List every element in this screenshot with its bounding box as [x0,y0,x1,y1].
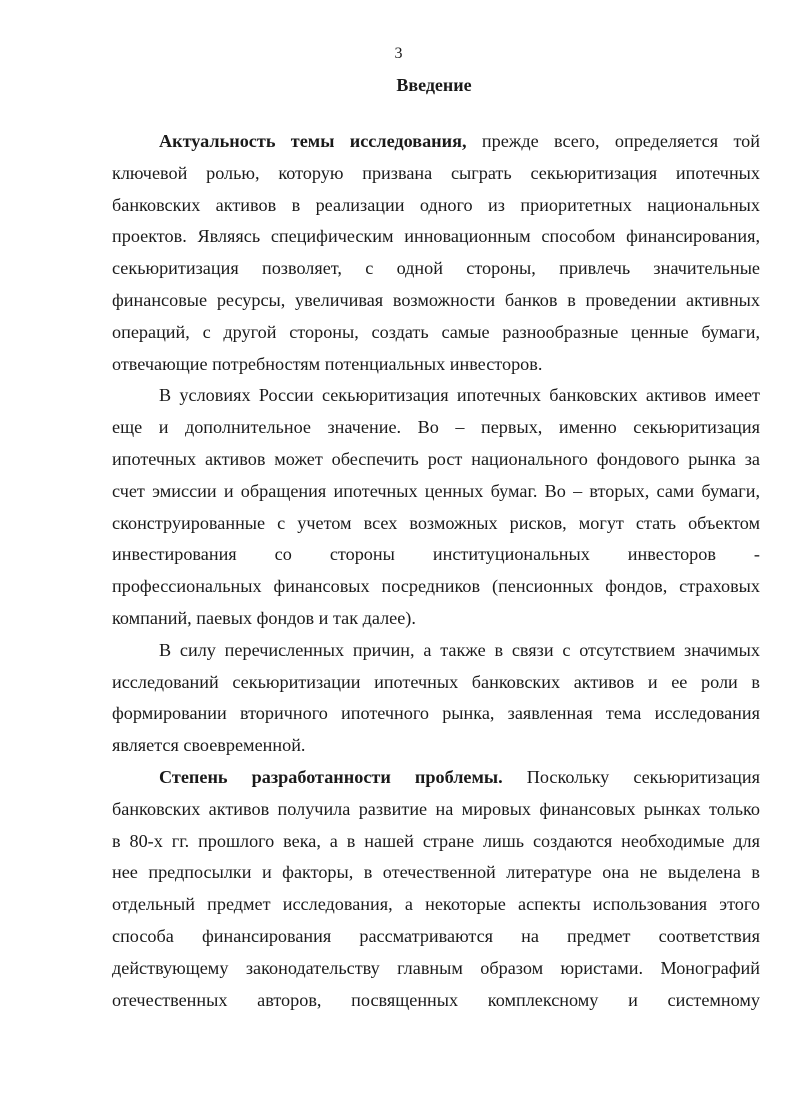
line-text: действующему законодательству главным образом юристами. Монографий [112,957,760,978]
line-text: формировании вторичного ипотечного рынка, заявленная тема исследования [112,703,760,724]
text-line [112,190,760,222]
line-text: отдельный предмет исследования, а некоторые аспекты использования этого [112,894,760,915]
text-line [112,667,760,699]
text-line [112,508,760,540]
text-line [112,635,760,667]
text-line [112,921,760,953]
line-text: проектов. Являясь специфическим инновационным способом финансирования, [112,226,760,247]
text-line [112,603,760,635]
line-text: банковских активов получила развитие на мировых финансовых рынках только [112,798,760,819]
text-line [112,317,760,349]
line-text: В силу перечисленных причин, а также в связи с отсутствием значимых [159,639,760,660]
text-line [112,253,760,285]
line-text: В условиях России секьюритизация ипотечных банковских активов имеет [159,385,760,406]
page-title: Введение [396,75,472,95]
line-text: еще и дополнительное значение. Во – первых, именно секьюритизация [112,417,760,438]
line-text: компаний, паевых фондов и так далее). [112,607,416,628]
line-text: секьюритизация позволяет, с одной стороны, привлечь значительные [112,258,760,279]
text-line [112,698,760,730]
line-text: в 80-х гг. прошлого века, а в нашей стране лишь создаются необходимые для [112,830,760,851]
line-text: отечественных авторов, посвященных комплексному и системному [112,989,760,1010]
line-text: профессиональных финансовых посредников (пенсионных фондов, страховых [112,576,760,597]
line-text: исследований секьюритизации ипотечных банковских активов и ее роли в [112,671,760,692]
line-text: ключевой ролью, которую призвана сыграть секьюритизация ипотечных [112,162,760,183]
text-line [112,444,760,476]
text-line [112,221,760,253]
line-text: финансовые ресурсы, увеличивая возможности банков в проведении активных [112,289,760,310]
text-line [112,412,760,444]
text-line [112,857,760,889]
text-line [112,380,760,412]
text-line [112,826,760,858]
line-text: сконструированные с учетом всех возможных рисков, могут стать объектом [112,512,760,533]
line-text: Поскольку секьюритизация [502,766,761,787]
text-line [112,126,760,158]
line-text: банковских активов в реализации одного из приоритетных национальных [112,194,760,215]
text-line [112,285,760,317]
line-text: прежде всего, определяется той [466,131,760,151]
text-line [112,571,760,603]
page-number: 3 [394,45,403,62]
text-line [112,953,760,985]
text-line [112,794,760,826]
document-body [112,126,760,1016]
bold-lead-text: Степень разработанности проблемы. [159,766,503,787]
line-text: отвечающие потребностям потенциальных инвесторов. [112,353,543,374]
line-text: счет эмиссии и обращения ипотечных ценных бумаг. Во – вторых, сами бумаги, [112,480,760,501]
line-text: операций, с другой стороны, создать самые разнообразные ценные бумаги, [112,321,760,342]
text-line [112,985,760,1017]
text-line [112,158,760,190]
text-line [112,349,760,381]
line-text: способа финансирования рассматриваются на предмет соответствия [112,925,760,946]
text-line [112,476,760,508]
text-line [112,889,760,921]
line-text: является своевременной. [112,735,306,756]
line-text: нее предпосылки и факторы, в отечественной литературе она не выделена в [112,862,760,883]
text-line [112,762,760,794]
line-text: ипотечных активов может обеспечить рост национального фондового рынка за [112,448,760,469]
text-line [112,539,760,571]
text-line [112,730,760,762]
bold-lead-text: Актуальность темы исследования, [159,131,467,151]
line-text: инвестирования со стороны институциональных инвесторов - [112,544,760,565]
